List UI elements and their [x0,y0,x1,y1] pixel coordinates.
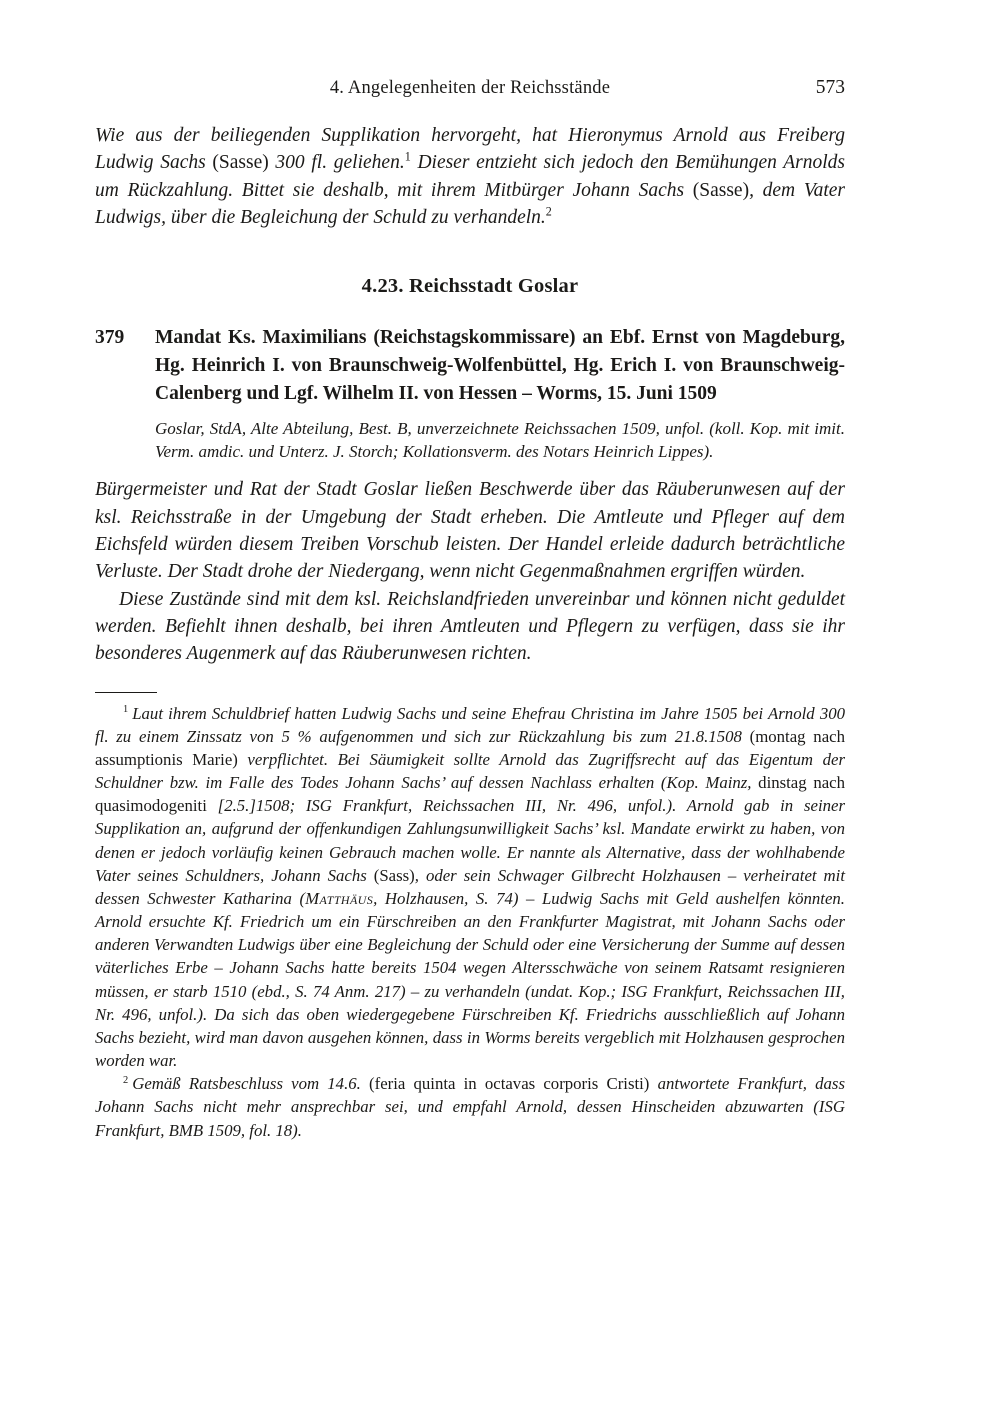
footnote-1-text: [2.5.]1508; ISG Frankfurt, Reichssachen III, Nr. 496, unfol.). Arnold gab in seiner Supplikation an, aufgrund der offenkundigen Zahlungsunwilligkeit Sachs’ ksl. Mandate erwirkt zu haben, von denen er jedoch vorläufig keinen Gebrauch machen wolle. Er nannte als Alternative, dass der wohlhabende Vater seines Schuldners, Johann Sachs [95,796,845,885]
footnote-2 [95,1072,845,1142]
footnote-1-roman-date-1: (montag nach assumptionis Marie) [95,726,845,769]
entry-379-heading [95,324,845,407]
footnote-1-text: , oder sein Schwager Gilbrecht Holzhausen – verheiratet mit dessen Schwester Katharina ( [95,865,845,908]
intro-roman-sasse-1: (Sasse) [212,152,269,174]
running-head [95,78,845,102]
text-column [95,78,845,1142]
entry-number: 379 [95,327,125,349]
footnote-1-author-smallcaps: Matthäus [305,888,374,908]
section-heading-goslar: 4.23. Reichsstadt Goslar [361,275,579,298]
entry-title: Mandat Ks. Maximilians (Reichstagskommissare) an Ebf. Ernst von Magdeburg, Hg. Heinrich I. von Braunschweig-Wolfenbüttel, Hg. Erich I. von Braunschweig-Calenberg und Lgf. Wilhelm II. von Hessen – Worms, 15. Juni 1509 [155,327,845,404]
running-header-title: 4. Angelegenheiten der Reichsstände [329,78,611,98]
intro-text: , dem Vater Ludwigs, über die Begleichung der Schuld zu verhandeln. [95,179,845,228]
footnote-1 [95,702,845,1073]
entry-summary-paragraph-1: Bürgermeister und Rat der Stadt Goslar ließen Beschwerde über das Räuberunwesen auf der ksl. Reichsstraße in der Umgebung der Stadt erheben. Die Amtleute und Pfleger auf dem Eichsfeld würden diesem Treiben Vorschub leisten. Der Handel erleide dadurch beträchtliche Verluste. Der Stadt drohe der Niedergang, wenn nicht Gegenmaßnahmen ergriffen würden. [95,479,845,583]
footnote-ref-2: 2 [545,204,552,219]
footnote-1-text: , Holzhausen, S. 74) – Ludwig Sachs mit Geld aushelfen könnten. Arnold ersuchte Kf. Friedrich um ein Fürschreiben an den Frankfurter Magistrat, mit Johann Sachs oder anderen Verwandten Ludwigs über eine Begleichung der Schuld oder eine Versicherung der Summe auf dessen väterliches Erbe – Johann Sachs hatte bereits 1504 wegen Altersschwäche von seinem Ratsamt resignieren müssen, er starb 1510 (ebd., S. 74 Anm. 217) – zu verhandeln (undat. Kop.; ISG Frankfurt, Reichssachen III, Nr. 496, unfol.). Da sich das oben wiedergegebene Fürschreiben Kf. Friedrichs ausschließlich auf Johann Sachs bezieht, wird man davon ausgehen können, dass in Worms bereits vergeblich mit Holzhausen gesprochen worden war. [95,888,845,1071]
footnote-1-roman-sass: (Sass) [373,865,415,885]
footnote-separator-rule [95,692,157,693]
intro-text: 300 fl. geliehen. [268,152,405,174]
footnote-section [95,692,845,1142]
intro-text: Wie aus der beiliegenden Supplikation hervorgeht, hat Hieronymus Arnold aus Freiberg Ludwig Sachs [95,125,845,174]
page-number: 573 [815,77,845,98]
intro-text: Dieser entzieht sich jedoch den Bemühungen Arnolds um Rückzahlung. Bittet sie deshalb, mit ihrem Mitbürger Johann Sachs [95,152,845,201]
footnote-1-marker: 1 [123,703,129,715]
entry-summary-paragraph-2: Diese Zustände sind mit dem ksl. Reichslandfrieden unvereinbar und können nicht geduldet werden. Befiehlt ihnen deshalb, bei ihren Amtleuten und Pflegern zu verfügen, dass sie ihr besonderes Augenmerk auf das Räuberunwesen richten. [95,588,845,665]
archival-source-note: Goslar, StdA, Alte Abteilung, Best. B, unverzeichnete Reichssachen 1509, unfol. (koll. Kop. mit imit. Verm. amdic. und Unterz. J. Storch; Kollationsverm. des Notars Heinrich Lippes). [155,419,845,462]
footnote-1-text: verpflichtet. Bei Säumigkeit sollte Arnold das Zugriffsrecht auf das Eigentum der Schuldner bzw. im Falle des Todes Johann Sachs’ auf dessen Nachlass erhalten (Kop. Mainz, [95,749,845,793]
footnote-2-text: antwortete Frankfurt, dass Johann Sachs nicht mehr ansprechbar sei, und empfahl Arnold, dessen Hinscheiden abzuwarten (ISG Frankfurt, BMB 1509, fol. 18). [95,1074,845,1140]
footnote-2-text: Gemäß Ratsbeschluss vom 14.6. [132,1074,370,1094]
footnote-1-text: Laut ihrem Schuldbrief hatten Ludwig Sachs und seine Ehefrau Christina im Jahre 1505 bei Arnold 300 fl. zu einem Zinssatz von 5 % aufgenommen und sich zur Rückzahlung bis zum 21.8.1508 [95,703,845,746]
footnote-1-roman-date-2: dinstag nach quasimodogeniti [95,773,845,816]
footnote-ref-1: 1 [404,149,411,164]
intro-summary-paragraph [95,122,845,231]
intro-roman-sasse-2: (Sasse) [692,179,750,201]
footnote-2-marker: 2 [123,1074,129,1086]
footnote-2-roman-date: (feria quinta in octavas corporis Cristi) [369,1074,650,1094]
